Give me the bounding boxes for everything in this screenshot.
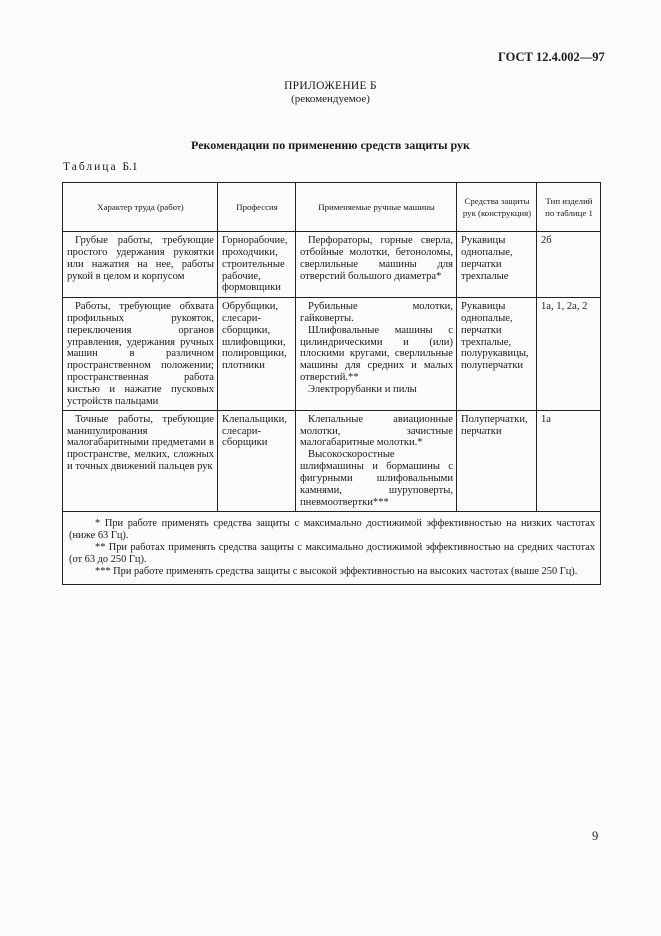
cell-work: Работы, требующие обхвата профильных рукояток, переключения органов управления, удержания ручных машин в различном пространственном положении; пространственная работа кистью и нажатие пусковых устройств пальцами (63, 298, 218, 411)
footnote: * При работе применять средства защиты с максимально достижимой эффективностью на низких частотах (ниже 63 Гц). (69, 517, 595, 541)
cell-machines (296, 298, 457, 411)
machines-line: Электрорубанки и пилы (308, 384, 417, 396)
page-number: 9 (592, 829, 599, 843)
header-work: Характер труда (работ) (63, 183, 218, 232)
table-notes (63, 511, 601, 584)
appendix-subtitle: (рекомендуемое) (291, 93, 370, 105)
machines-line: Шлифовальные машины с цилиндрическими и (или) плоскими кругами, сверлильные машины для средних и малых отверстий.** (300, 324, 453, 384)
table-number: Б.1 (122, 161, 138, 173)
cell-machines (296, 232, 457, 298)
cell-work: Грубые работы, требующие простого удержания рукоятки или нажатия на нее, работы рукой в целом и корпусом (63, 232, 218, 298)
header-machines: Применяемые ручные машины (296, 183, 457, 232)
recommendations-table (62, 182, 601, 585)
cell-profession: Горнорабочие, проходчики, строительные рабочие, формовщики (218, 232, 296, 298)
table-row (63, 232, 601, 298)
cell-type: 1а, 1, 2а, 2 (537, 298, 601, 411)
table-label (63, 161, 138, 173)
machines-line: Высокоскоростные шлифмашины и бормашины с фигурными шлифовальными камнями, шуруповерты, пневмоотвертки*** (300, 449, 453, 508)
cell-type: 1а (537, 410, 601, 511)
appendix-title: ПРИЛОЖЕНИЕ Б (284, 80, 377, 92)
table-row (63, 298, 601, 411)
header-profession: Профессия (218, 183, 296, 232)
cell-protection: Рукавицы однопалые, перчатки трехпалые, полурукавицы, полуперчатки (457, 298, 537, 411)
machines-line: Перфораторы, горные сверла, отбойные молотки, бетоноломы, сверлильные машины для отверстий большого диаметра* (300, 235, 453, 282)
cell-protection: Рукавицы однопалые, перчатки трехпалые (457, 232, 537, 298)
table-label-word: Таблица (63, 161, 118, 173)
table-header-row (63, 183, 601, 232)
table-notes-row (63, 511, 601, 584)
cell-profession: Обрубщики, слесари-сборщики, шлифовщики, полировщики, плотники (218, 298, 296, 411)
table-row (63, 410, 601, 511)
cell-type: 2б (537, 232, 601, 298)
cell-profession: Клепальщики, слесари-сборщики (218, 410, 296, 511)
cell-machines (296, 410, 457, 511)
cell-work: Точные работы, требующие манипулирования малогабаритными предметами в пространстве, мелких, сложных и точных движений пальцев рук (63, 410, 218, 511)
standard-header: ГОСТ 12.4.002—97 (498, 50, 605, 64)
cell-protection: Полуперчатки, перчатки (457, 410, 537, 511)
footnote: ** При работах применять средства защиты с максимально достижимой эффективностью на средних частотах (от 63 до 250 Гц). (69, 541, 595, 565)
footnote: *** При работе применять средства защиты с высокой эффективностью на высоких частотах (выше 250 Гц). (95, 565, 578, 577)
header-protection: Средства защиты рук (конструкция) (457, 183, 537, 232)
machines-line: Клепальные авиационные молотки, зачистные малогабаритные молотки.* (300, 413, 453, 449)
machines-line: Рубильные молотки, гайковерты. (300, 301, 453, 324)
header-type: Тип изделий по таблице 1 (537, 183, 601, 232)
section-title: Рекомендации по применению средств защиты рук (191, 138, 470, 152)
